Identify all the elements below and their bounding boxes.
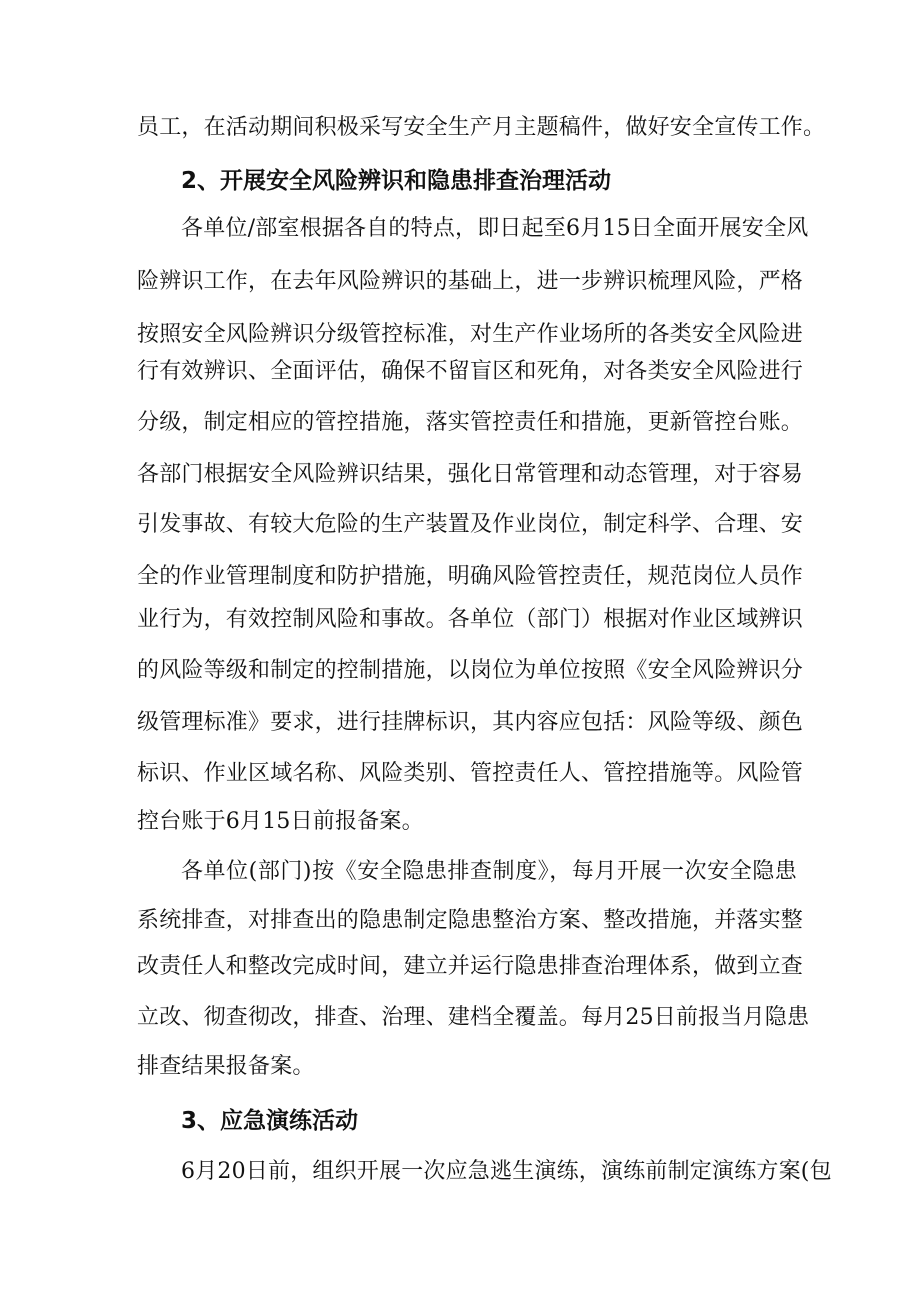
paragraph-line: 控台账于6月15日前报备案。 — [137, 809, 424, 834]
paragraph-line: 系统排查，对排查出的隐患制定隐患整治方案、整改措施，并落实整 — [137, 908, 804, 933]
paragraph-line: 业行为，有效控制风险和事故。各单位（部门）根据对作业区域辨识 — [137, 607, 804, 632]
paragraph-line: 级管理标准》要求，进行挂牌标识，其内容应包括：风险等级、颜色 — [137, 710, 804, 735]
paragraph-line: 6月20日前，组织开展一次应急逃生演练，演练前制定演练方案(包 — [181, 1159, 832, 1184]
section-2-heading: 2、开展安全风险辨识和隐患排查治理活动 — [181, 168, 612, 194]
paragraph-line: 各单位/部室根据各自的特点，即日起至6月15日全面开展安全风 — [181, 216, 809, 241]
intro-line: 员工，在活动期间积极采写安全生产月主题稿件，做好安全宣传工作。 — [137, 115, 826, 140]
paragraph-line: 各单位(部门)按《安全隐患排查制度》，每月开展一次安全隐患 — [181, 859, 797, 884]
paragraph-line: 全的作业管理制度和防护措施，明确风险管控责任，规范岗位人员作 — [137, 564, 804, 589]
paragraph-line: 立改、彻查彻改，排查、治理、建档全覆盖。每月25日前报当月隐患 — [137, 1005, 810, 1030]
section-3-heading: 3、应急演练活动 — [181, 1108, 359, 1134]
paragraph-line: 的风险等级和制定的控制措施，以岗位为单位按照《安全风险辨识分 — [137, 658, 804, 683]
paragraph-line: 引发事故、有较大危险的生产装置及作业岗位，制定科学、合理、安 — [137, 512, 804, 537]
paragraph-line: 分级，制定相应的管控措施，落实管控责任和措施，更新管控台账。 — [137, 410, 804, 435]
paragraph-line: 排查结果报备案。 — [137, 1054, 315, 1079]
paragraph-line: 改责任人和整改完成时间，建立并运行隐患排查治理体系，做到立查 — [137, 954, 804, 979]
paragraph-line: 按照安全风险辨识分级管控标准，对生产作业场所的各类安全风险进 — [137, 322, 804, 347]
paragraph-line: 标识、作业区域名称、风险类别、管控责任人、管控措施等。风险管 — [137, 761, 804, 786]
paragraph-line: 险辨识工作，在去年风险辨识的基础上，进一步辨识梳理风险，严格 — [137, 269, 804, 294]
paragraph-line: 行有效辨识、全面评估，确保不留盲区和死角，对各类安全风险进行 — [137, 359, 804, 384]
paragraph-line: 各部门根据安全风险辨识结果，强化日常管理和动态管理，对于容易 — [137, 462, 804, 487]
